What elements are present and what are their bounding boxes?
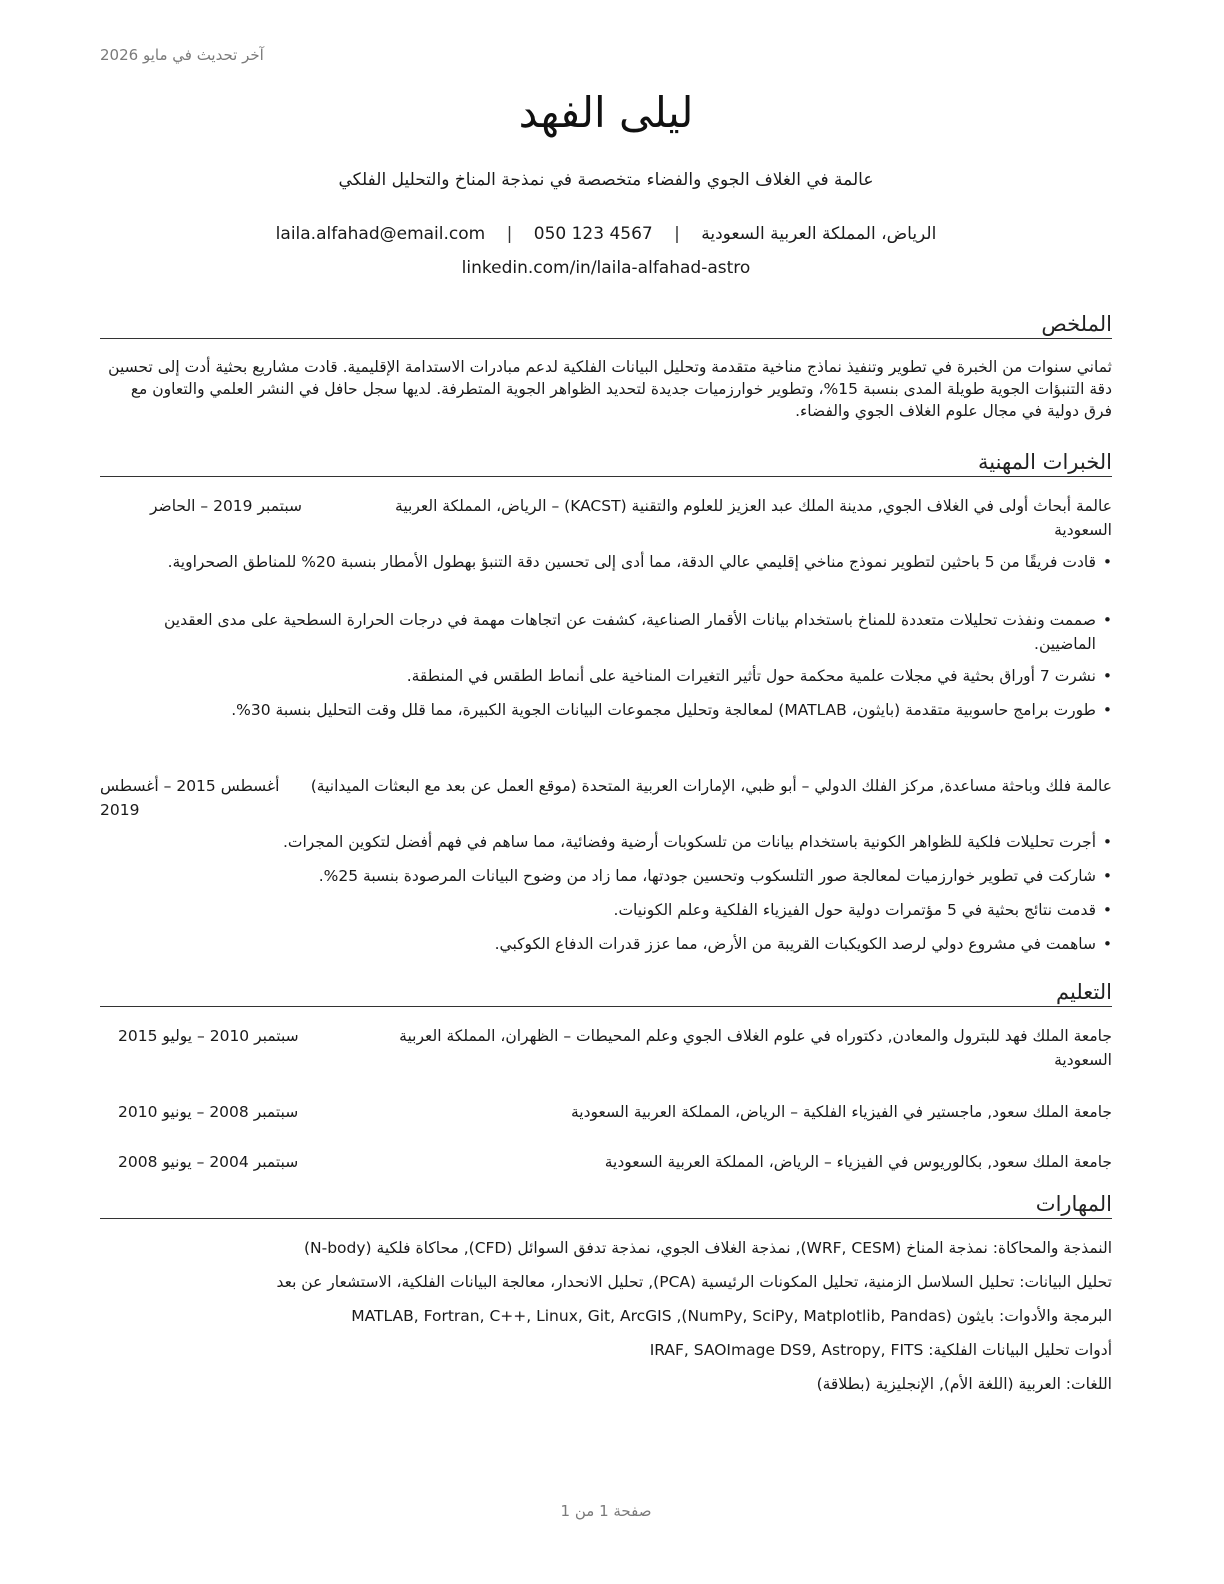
list-item: • ساهمت في مشروع دولي لرصد الكويكبات القريبة من الأرض، مما عزز قدرات الدفاع الكوكبي.	[494, 935, 1112, 953]
education-text: جامعة الملك سعود, بكالوريوس في الفيزياء – الرياض، المملكة العربية السعودية	[604, 1153, 1112, 1171]
resume-page	[100, 0, 1112, 1584]
section-title-skills: المهارات	[100, 1192, 1112, 1219]
skill-line: البرمجة والأدوات: بايثون (NumPy, SciPy, Matplotlib, Pandas), MATLAB, Fortran, C++, Linux, Git, ArcGIS	[351, 1307, 1112, 1325]
linkedin-link[interactable]: linkedin.com/in/laila-alfahad-astro	[461, 258, 751, 278]
email-link[interactable]: laila.alfahad@email.com	[275, 224, 486, 244]
list-item: • شاركت في تطوير خوارزميات لمعالجة صور التلسكوب وتحسين جودتها، مما زاد من وضوح البيانات المرصودة بنسبة 25%.	[318, 867, 1112, 885]
phone: 050 123 4567	[533, 224, 653, 244]
education-text: جامعة الملك سعود, ماجستير في الفيزياء الفلكية – الرياض، المملكة العربية السعودية	[570, 1103, 1112, 1121]
skill-line: تحليل البيانات: تحليل السلاسل الزمنية، تحليل المكونات الرئيسية (PCA), تحليل الانحدار، معالجة البيانات الفلكية، الاستشعار عن بعد	[276, 1273, 1112, 1291]
skill-line: أدوات تحليل البيانات الفلكية: IRAF, SAOImage DS9, Astropy, FITS	[649, 1341, 1112, 1359]
list-item: • قدمت نتائج بحثية في 5 مؤتمرات دولية حول الفيزياء الفلكية وعلم الكونيات.	[613, 901, 1112, 919]
job-heading: عالمة فلك وباحثة مساعدة, مركز الفلك الدولي – أبو ظبي، الإمارات العربية المتحدة (موقع العمل عن بعد مع البعثات الميدانية)	[310, 777, 1112, 795]
skill-line: اللغات: العربية (اللغة الأم), الإنجليزية (بطلاقة)	[816, 1375, 1112, 1393]
separator: |	[506, 224, 513, 244]
last-updated: آخر تحديث في مايو 2026	[100, 46, 264, 64]
location: الرياض، المملكة العربية السعودية	[701, 224, 937, 244]
education-dates: سبتمبر 2010 – يوليو 2015	[118, 1027, 299, 1045]
list-item: • نشرت 7 أوراق بحثية في مجلات علمية محكمة حول تأثير التغيرات المناخية على أنماط الطقس في المنطقة.	[406, 667, 1112, 685]
skill-line: النمذجة والمحاكاة: نمذجة المناخ (WRF, CESM), نمذجة الغلاف الجوي، نمذجة تدفق السوائل (CFD), محاكاة فلكية (N-body)	[303, 1239, 1112, 1257]
separator: |	[674, 224, 680, 244]
tagline: عالمة في الغلاف الجوي والفضاء متخصصة في نمذجة المناخ والتحليل الفلكي	[338, 170, 874, 190]
list-item: • قادت فريقًا من 5 باحثين لتطوير نموذج مناخي إقليمي عالي الدقة، مما أدى إلى تحسين دقة التنبؤ بهطول الأمطار بنسبة 20% للمناطق الصحراوية.	[167, 553, 1112, 571]
contact-line	[100, 224, 1112, 244]
list-item: • طورت برامج حاسوبية متقدمة (بايثون، MATLAB) لمعالجة وتحليل مجموعات البيانات الجوية الكبيرة، مما قلل وقت التحليل بنسبة 30%.	[231, 701, 1112, 719]
section-title-education: التعليم	[100, 980, 1112, 1007]
education-dates: سبتمبر 2004 – يونيو 2008	[118, 1153, 299, 1171]
list-item: • أجرت تحليلات فلكية للظواهر الكونية باستخدام بيانات من تلسكوبات أرضية وفضائية، مما ساهم في فهم أفضل لتكوين المجرات.	[282, 833, 1112, 851]
job-heading: عالمة أبحاث أولى في الغلاف الجوي, مدينة الملك عبد العزيز للعلوم والتقنية (KACST) – الرياض، المملكة العربية السعودية	[395, 497, 1112, 539]
job-dates: أغسطس 2015 – أغسطس 2019	[100, 777, 280, 819]
section-title-experience: الخبرات المهنية	[100, 450, 1112, 477]
page-number: صفحة 1 من 1	[560, 1502, 652, 1520]
section-title-summary: الملخص	[100, 312, 1112, 339]
list-item: • صممت ونفذت تحليلات متعددة للمناخ باستخدام بيانات الأقمار الصناعية، كشفت عن اتجاهات مهمة في درجات الحرارة السطحية على مدى العقدين الماضيين.	[163, 611, 1112, 653]
summary-text: ثماني سنوات من الخبرة في تطوير وتنفيذ نماذج مناخية متقدمة وتحليل البيانات الفلكية لدعم مبادرات الاستدامة الإقليمية. قادت مشاريع بحثية أدت إلى تحسين دقة التنبؤات الجوية طويلة المدى بنسبة 15%، وتطوير خوارزميات جديدة لتحديد الظواهر الجوية المتطرفة. لديها سجل حافل في النشر العلمي والتعاون مع فرق دولية في مجال علوم الغلاف الجوي والفضاء.	[108, 358, 1112, 420]
person-name: ليلى الفهد	[518, 88, 694, 137]
education-dates: سبتمبر 2008 – يونيو 2010	[118, 1103, 299, 1121]
job-dates: سبتمبر 2019 – الحاضر	[150, 497, 302, 515]
education-entry: جامعة الملك فهد للبترول والمعادن, دكتوراه في علوم الغلاف الجوي وعلم المحيطات – الظهران، المملكة العربية السعودية	[399, 1027, 1112, 1069]
